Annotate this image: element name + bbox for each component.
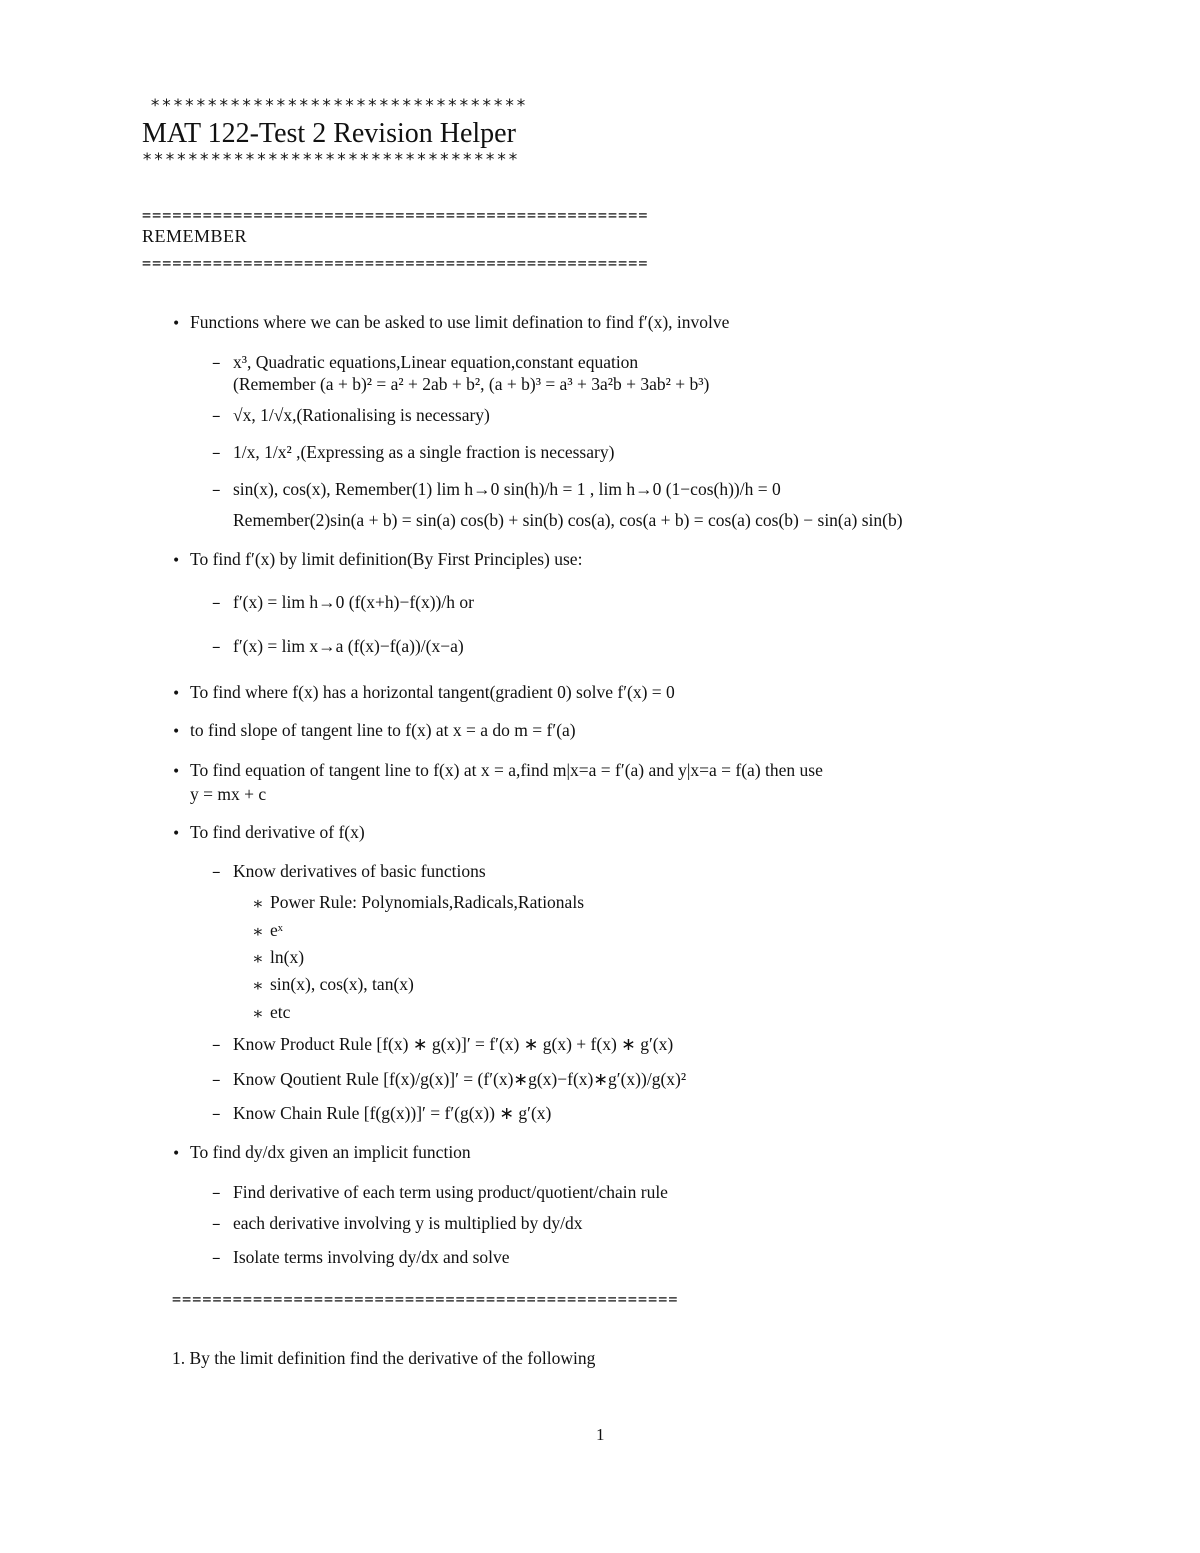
bullet-icon: • (172, 724, 181, 740)
dash-icon: – (212, 443, 221, 463)
s7-item-3: Isolate terms involving dy/dx and solve (233, 1247, 510, 1267)
dash-icon: – (212, 1070, 221, 1090)
bullet-icon: • (172, 316, 181, 332)
basic-2: eˣ (270, 920, 283, 940)
asterisk-icon: ∗ (252, 922, 264, 942)
stars-top: ********************************* (150, 96, 528, 116)
s2-item-2: f′(x) = lim x→a (f(x)−f(a))/(x−a) (233, 636, 464, 656)
basic-5: etc (270, 1002, 291, 1022)
s7-item-2: each derivative involving y is multiplied by dy/dx (233, 1213, 583, 1233)
asterisk-icon: ∗ (252, 976, 264, 996)
page-title: MAT 122-Test 2 Revision Helper (142, 118, 516, 149)
asterisk-icon: ∗ (252, 1004, 264, 1024)
s1-item-1: x³, Quadratic equations,Linear equation,constant equation (233, 352, 639, 372)
s1-item-6: Remember(2)sin(a + b) = sin(a) cos(b) + sin(b) cos(a), cos(a + b) = cos(a) cos(b) − sin(a) sin(b) (233, 510, 903, 530)
s1-item-5: sin(x), cos(x), Remember(1) lim h→0 sin(h)/h = 1 , lim h→0 (1−cos(h))/h = 0 (233, 479, 781, 499)
remember-heading: REMEMBER (142, 226, 248, 246)
stars-bottom: ********************************* (142, 150, 520, 170)
bullet-icon: • (172, 764, 181, 780)
basic-1: Power Rule: Polynomials,Radicals,Rationals (270, 892, 585, 912)
rule-quotient: Know Qoutient Rule [f(x)/g(x)]′ = (f′(x)∗g(x)−f(x)∗g′(x))/g(x)² (233, 1069, 687, 1089)
section-5-text: To find equation of tangent line to f(x) at x = a,find m|x=a = f′(a) and y|x=a = f(a) then use (190, 760, 823, 780)
s1-item-3: √x, 1/√x,(Rationalising is necessary) (233, 405, 490, 425)
rule-product: Know Product Rule [f(x) ∗ g(x)]′ = f′(x) ∗ g(x) + f(x) ∗ g′(x) (233, 1034, 674, 1054)
dash-icon: – (212, 1035, 221, 1055)
bullet-icon: • (172, 1146, 181, 1162)
dash-icon: – (212, 1104, 221, 1124)
section-6-text: To find derivative of f(x) (190, 822, 365, 842)
section-4-text: to find slope of tangent line to f(x) at x = a do m = f′(a) (190, 720, 576, 740)
section-7-text: To find dy/dx given an implicit function (190, 1142, 471, 1162)
s1-item-4: 1/x, 1/x² ,(Expressing as a single fraction is necessary) (233, 442, 615, 462)
dash-icon: – (212, 593, 221, 613)
asterisk-icon: ∗ (252, 894, 264, 914)
page-number: 1 (596, 1425, 605, 1444)
dash-icon: – (212, 637, 221, 657)
basic-3: ln(x) (270, 947, 305, 967)
basic-4: sin(x), cos(x), tan(x) (270, 974, 414, 994)
section-5-text-2: y = mx + c (190, 784, 267, 804)
dash-icon: – (212, 1248, 221, 1268)
section-2-text: To find f′(x) by limit definition(By First Principles) use: (190, 549, 583, 569)
question-1: 1. By the limit definition find the derivative of the following (172, 1348, 596, 1368)
section-3-text: To find where f(x) has a horizontal tangent(gradient 0) solve f′(x) = 0 (190, 682, 675, 702)
rule-chain: Know Chain Rule [f(g(x))]′ = f′(g(x)) ∗ g′(x) (233, 1103, 552, 1123)
bullet-icon: • (172, 553, 181, 569)
dash-icon: – (212, 480, 221, 500)
section-1-text: Functions where we can be asked to use limit defination to find f′(x), involve (190, 312, 730, 332)
rule-bottom: ================================================== (142, 254, 649, 272)
dash-icon: – (212, 1214, 221, 1234)
rule-top: ================================================== (142, 206, 649, 224)
s1-item-2: (Remember (a + b)² = a² + 2ab + b², (a + b)³ = a³ + 3a²b + 3ab² + b³) (233, 374, 710, 394)
dash-icon: – (212, 406, 221, 426)
bullet-icon: • (172, 686, 181, 702)
closing-rule: ================================================== (172, 1290, 679, 1308)
bullet-icon: • (172, 826, 181, 842)
dash-icon: – (212, 862, 221, 882)
s2-item-1: f′(x) = lim h→0 (f(x+h)−f(x))/h or (233, 592, 474, 612)
dash-icon: – (212, 1183, 221, 1203)
s7-item-1: Find derivative of each term using product/quotient/chain rule (233, 1182, 668, 1202)
s6-know-basics: Know derivatives of basic functions (233, 861, 486, 881)
dash-icon: – (212, 353, 221, 373)
asterisk-icon: ∗ (252, 949, 264, 969)
